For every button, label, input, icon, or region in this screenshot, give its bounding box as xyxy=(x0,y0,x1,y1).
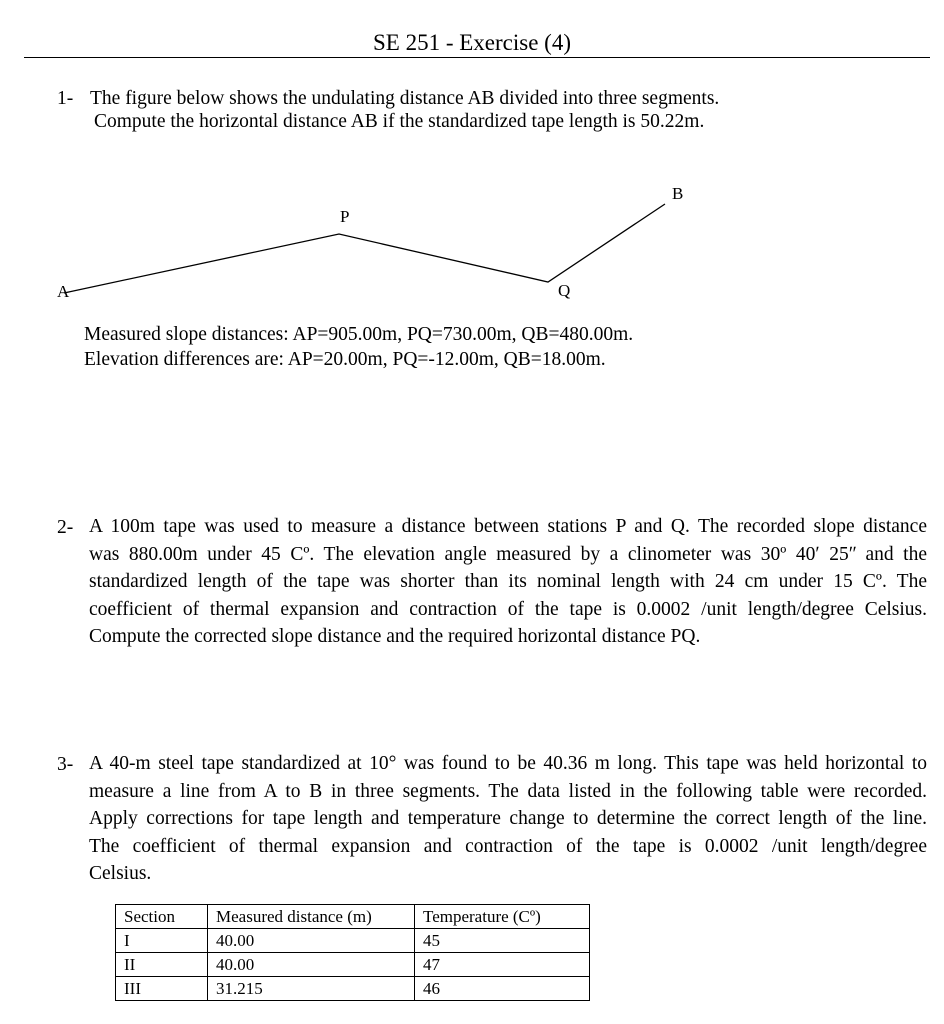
q3-line-5: Celsius. xyxy=(89,863,152,884)
q1-measured-distances: Measured slope distances: AP=905.00m, PQ=730.00m, QB=480.00m. xyxy=(84,324,634,345)
cell-distance: 40.00 xyxy=(208,929,415,953)
cell-temperature: 46 xyxy=(415,977,590,1001)
label-a: A xyxy=(57,282,70,301)
undulating-distance-figure xyxy=(0,170,944,310)
header-measured-distance: Measured distance (m) xyxy=(208,905,415,929)
table-row xyxy=(116,977,590,1001)
table-header-row xyxy=(116,905,590,929)
table-row xyxy=(116,953,590,977)
table-row xyxy=(116,929,590,953)
q1-line-2: Compute the horizontal distance AB if the standardized tape length is 50.22m. xyxy=(94,111,705,132)
q1-line-1: The figure below shows the undulating distance AB divided into three segments. xyxy=(90,88,720,109)
q3-line-4: The coefficient of thermal expansion and contraction of the tape is 0.0002 /unit length/degree xyxy=(89,835,927,857)
q3-line-3: Apply corrections for tape length and temperature change to determine the correct length of the line. xyxy=(89,808,927,829)
cell-distance: 40.00 xyxy=(208,953,415,977)
tape-data-table xyxy=(115,904,590,1001)
page-title: SE 251 - Exercise (4) xyxy=(373,30,571,55)
profile-line xyxy=(64,204,665,293)
cell-section: II xyxy=(116,953,208,977)
q2-line-3: standardized length of the tape was shorter than its nominal length with 24 cm under 15 Cº. The xyxy=(89,571,927,592)
q2-number: 2- xyxy=(57,517,74,538)
cell-section: I xyxy=(116,929,208,953)
q1-number: 1- xyxy=(57,88,74,109)
q3-line-2: measure a line from A to B in three segments. The data listed in the following table were recorded. xyxy=(89,780,927,802)
q1-elevation-differences: Elevation differences are: AP=20.00m, PQ=-12.00m, QB=18.00m. xyxy=(84,349,606,370)
header-section: Section xyxy=(116,905,208,929)
q2-line-4: coefficient of thermal expansion and contraction of the tape is 0.0002 /unit length/degree Celsius. xyxy=(89,598,927,620)
label-q: Q xyxy=(558,281,571,300)
header-temperature: Temperature (Cº) xyxy=(415,905,590,929)
q2-line-1: A 100m tape was used to measure a distance between stations P and Q. The recorded slope distance xyxy=(89,516,927,537)
q2-line-5: Compute the corrected slope distance and the required horizontal distance PQ. xyxy=(89,626,701,647)
q3-number: 3- xyxy=(57,754,74,775)
cell-section: III xyxy=(116,977,208,1001)
label-b: B xyxy=(672,184,684,203)
q2-paragraph xyxy=(89,513,927,651)
label-p: P xyxy=(340,207,350,226)
q3-paragraph xyxy=(89,750,927,888)
title-divider xyxy=(24,57,930,58)
cell-temperature: 47 xyxy=(415,953,590,977)
cell-distance: 31.215 xyxy=(208,977,415,1001)
cell-temperature: 45 xyxy=(415,929,590,953)
q2-line-2: was 880.00m under 45 Cº. The elevation angle measured by a clinometer was 30º 40ʹ 25ʺ and the xyxy=(89,543,927,565)
q3-line-1: A 40-m steel tape standardized at 10° was found to be 40.36 m long. This tape was held horizontal to xyxy=(89,753,927,774)
